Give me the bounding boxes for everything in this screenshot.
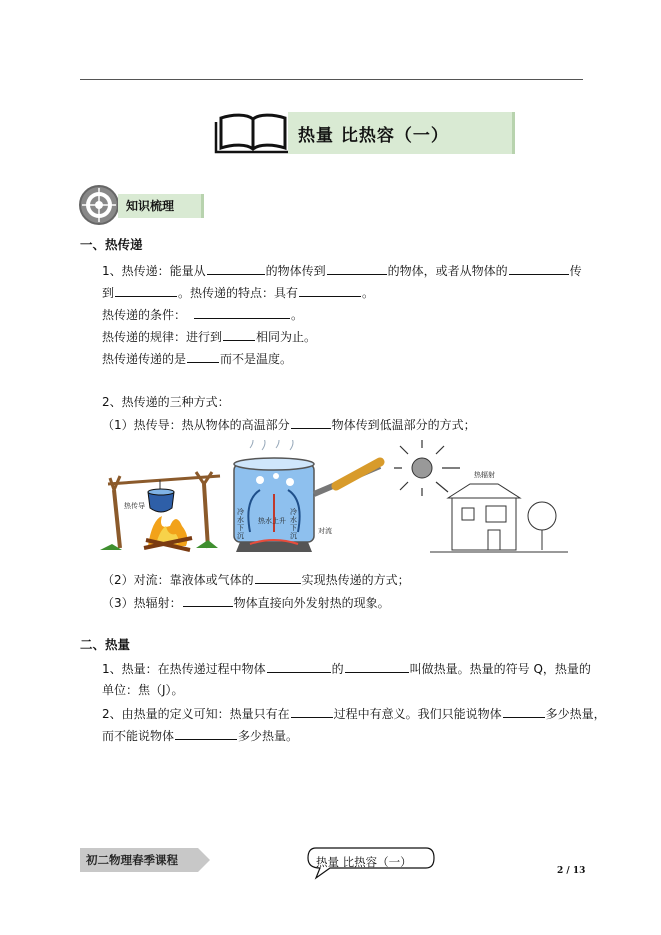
section2-item2-line2: 而不能说物体 多少热量。 <box>102 729 299 743</box>
blank <box>183 594 233 607</box>
footer-course: 初二物理春季课程 <box>86 853 178 867</box>
section2-item2-line1: 2、由热量的定义可知：热量只有在 过程中有意义。我们只能说物体 多少热量， <box>102 707 606 721</box>
heat-transfer-illustration <box>100 440 570 560</box>
section1-heading: 一、热传递 <box>80 237 143 252</box>
blank <box>503 705 545 718</box>
blank <box>187 350 219 363</box>
section1-item1-line1: 1、热传递：能量从 的物体传到 的物体，或者从物体的 传 <box>102 264 582 278</box>
convection-line: （2）对流：靠液体或气体的 实现热传递的方式； <box>102 573 410 587</box>
blank <box>299 284 361 297</box>
campfire-pot-drawing <box>100 472 220 550</box>
footer-topic: 热量 比热容（一） <box>316 855 412 869</box>
conduction-line: （1）热传导：热从物体的高温部分 物体传到低温部分的方式； <box>102 418 476 432</box>
label-cold-water-right: 冷水下沉 <box>290 508 297 540</box>
book-icon <box>213 112 293 154</box>
blank <box>115 284 177 297</box>
rule-line: 热传递的规律：进行到 相同为止。 <box>102 330 317 344</box>
blank <box>207 262 265 275</box>
blank <box>291 416 331 429</box>
radiation-line: （3）热辐射： 物体直接向外发射热的现象。 <box>102 596 390 610</box>
title-box <box>288 112 515 154</box>
section-badge <box>78 184 208 226</box>
label-hot-water: 热水上升 <box>258 517 286 525</box>
section-badge-label: 知识梳理 <box>118 194 204 218</box>
target-icon <box>78 184 120 226</box>
page-title: 热量 比热容（一） <box>298 126 449 146</box>
page-number: 2 / 13 <box>557 866 586 876</box>
title-banner <box>213 112 515 154</box>
section1-item1-line2: 到 。热传递的特点：具有 。 <box>102 286 375 300</box>
blank <box>175 727 237 740</box>
condition-line: 热传递的条件： 。 <box>102 308 304 322</box>
blank <box>327 262 387 275</box>
blank <box>267 660 331 673</box>
blank <box>509 262 569 275</box>
sun-house-drawing <box>394 440 568 552</box>
blank <box>194 306 290 319</box>
label-convection: 对流 <box>318 527 332 535</box>
label-conduction: 热传导 <box>124 502 145 510</box>
section1-item2: 2、热传递的三种方式： <box>102 395 230 409</box>
blank <box>255 571 301 584</box>
section2-heading: 二、热量 <box>80 637 131 652</box>
label-radiation: 热辐射 <box>474 471 495 479</box>
blank <box>345 660 409 673</box>
footer-course-tab <box>80 848 212 872</box>
section2-item1-line2: 单位：焦（J）。 <box>102 683 184 697</box>
blank <box>291 705 333 718</box>
header-rule <box>80 79 583 80</box>
transfer-line: 热传递传递的是 而不是温度。 <box>102 352 293 366</box>
label-cold-water-left: 冷水下沉 <box>237 508 244 540</box>
section2-item1-line1: 1、热量：在热传递过程中物体 的 叫做热量。热量的符号 Q，热量的 <box>102 662 591 676</box>
blank <box>223 328 255 341</box>
boiling-pot-drawing <box>234 440 380 552</box>
